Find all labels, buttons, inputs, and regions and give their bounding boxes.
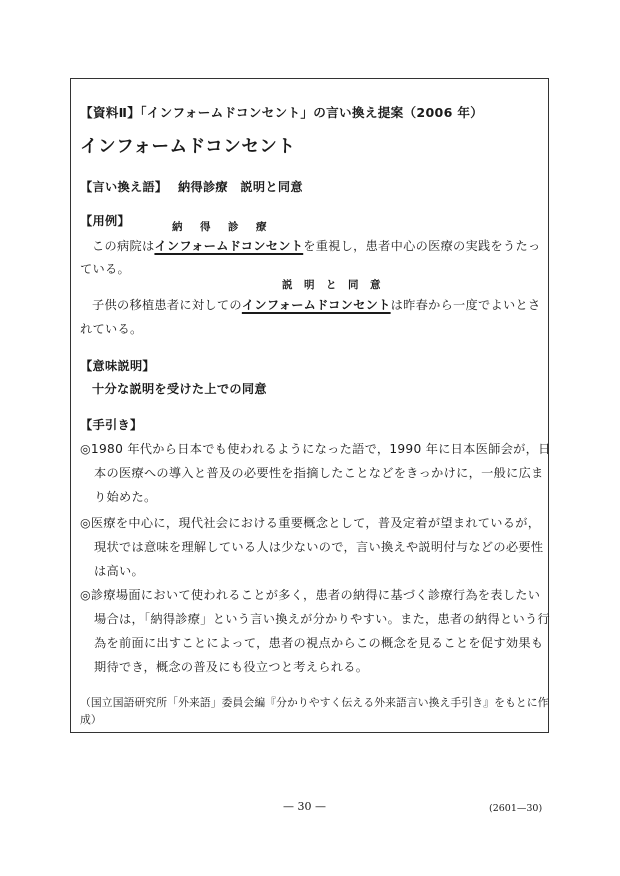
guide-item-3-line-1: ◎診療場面において使われることが多く，患者の納得に基づく診療行為を表したい xyxy=(80,588,541,602)
source-line-2: 成） xyxy=(80,713,102,726)
ruby-char: 療 xyxy=(256,221,267,233)
example-2-term: インフォームドコンセント xyxy=(241,298,391,312)
header-title: 【資料Ⅱ】「インフォームドコンセント」の言い換え提案（2006 年） xyxy=(80,105,484,120)
paraphrase-value: 納得診療 説明と同意 xyxy=(177,180,303,194)
guide-item-3-line-3: 為を前面に出すことによって，患者の視点からこの概念を見ることを促す効果も xyxy=(94,636,544,650)
ruby-char: 意 xyxy=(370,279,381,291)
term-title: インフォームドコンセント xyxy=(80,137,296,157)
example-2-line-1 xyxy=(92,296,540,313)
example-1-post: を重視し，患者中心の医療の実践をうたっ xyxy=(303,239,541,253)
page-number: — 30 — xyxy=(283,800,326,813)
example-1-term: インフォームドコンセント xyxy=(154,239,304,253)
paraphrase-row xyxy=(80,178,303,195)
ruby-char: 説 xyxy=(282,279,293,291)
guide-item-2-line-3: は高い。 xyxy=(94,564,144,578)
example-1-line-2: ている。 xyxy=(80,262,130,276)
meaning-label: 【意味説明】 xyxy=(80,359,155,373)
guide-item-1-line-3: り始めた。 xyxy=(94,490,157,504)
guide-label: 【手引き】 xyxy=(80,418,143,432)
guide-item-1-line-1: ◎1980 年代から日本でも使われるようになった語で，1990 年に日本医師会が，日 xyxy=(80,442,551,456)
ruby-char: 得 xyxy=(200,221,211,233)
guide-item-1-line-2: 本の医療への導入と普及の必要性を指摘したことなどをきっかけに，一般に広ま xyxy=(94,466,544,480)
examples-label: 【用例】 xyxy=(80,214,130,228)
ruby-char: 同 xyxy=(348,279,359,291)
ruby-setsumei-to-doui xyxy=(282,277,381,292)
guide-item-2-line-1: ◎医療を中心に，現代社会における重要概念として，普及定着が望まれているが， xyxy=(80,516,541,530)
guide-item-3-line-4: 期待でき，概念の普及にも役立つと考えられる。 xyxy=(94,660,369,674)
guide-item-2-line-2: 現状では意味を理解している人は少ないので，言い換えや説明付与などの必要性 xyxy=(94,540,544,554)
source-line-1: （国立国語研究所「外来語」委員会編『分かりやすく伝える外来語言い換え手引き』をもとに作 xyxy=(80,696,549,709)
example-2-pre: 子供の移植患者に対しての xyxy=(92,298,242,312)
meaning-text: 十分な説明を受けた上での同意 xyxy=(92,382,267,396)
ruby-char: 明 xyxy=(304,279,315,291)
ruby-char: 診 xyxy=(228,221,239,233)
example-1-pre: この病院は xyxy=(92,239,155,253)
example-2-post: は昨春から一度でよいとさ xyxy=(390,298,541,312)
guide-item-3-line-2: 場合は，「納得診療」という言い換えが分かりやすい。また，患者の納得という行 xyxy=(94,612,550,626)
ruby-char: 納 xyxy=(172,221,183,233)
ruby-nattoku-shinryo xyxy=(172,219,267,234)
paraphrase-label: 【言い換え語】 xyxy=(80,180,168,194)
example-1-line-1 xyxy=(92,237,540,254)
example-2-line-2: れている。 xyxy=(80,322,143,336)
page-code: (2601—30) xyxy=(489,803,543,814)
ruby-char: と xyxy=(326,279,337,291)
